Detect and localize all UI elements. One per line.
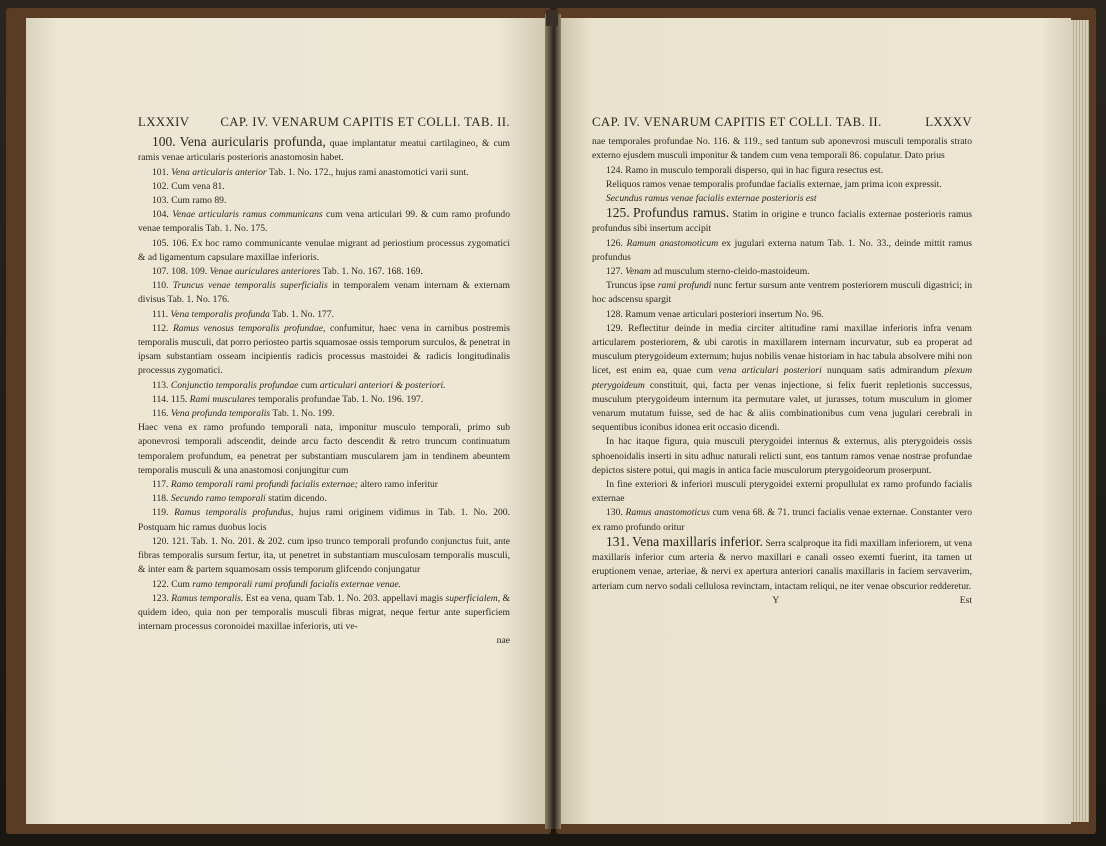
right-page [556,18,1071,824]
ribbon-marker [546,10,558,26]
entry-128: 128. Ramum venae articulari posteriori insertum No. 96. [606,308,824,320]
entry-131: 131. Vena maxillaris inferior. Serra scalproque ita fidi maxillam inferiorem, ut vena maxillaris inferior cum arteria & nervo maxillari e canali osseo exemti fuerint, ita tamen ut eruptionem venae, arteriae, & nervi ex apertura anteriori canalis maxillaris in faciem servaverim, arteriam cum nervo sodali cellulosa revinctam, intactam reliqui, ne iter venae obscurior redderetur. [592,533,972,592]
entry-110: 110. Truncus venae temporalis superficialis in temporalem venam internam & externam divisus Tab. 1. No. 176. [138,280,510,306]
entry-125: 125. Profundus ramus. Statim in origine e trunco facialis externae posterioris ramus profundus sibi insertum accipit [592,205,972,235]
entry-103: 103. Cum ramo 89. [152,195,227,207]
right-page-footer [592,594,972,608]
entry-114: 114. 115. Rami musculares temporalis profundae Tab. 1. No. 196. 197. [152,393,424,405]
in-fine-paragraph: In fine exteriori & inferiori musculi pterygoidei externi propullulat ex ramo profundo facialis externae [592,479,972,505]
left-page-text [138,115,510,649]
entry-102: 102. Cum vena 81. [152,180,225,192]
right-catchword: Est [959,594,972,606]
entry-127: 127. Venam ad musculum sterno-cleido-mastoideum. [606,266,810,278]
left-page-number: LXXXIV [138,115,190,129]
reliquos-paragraph: Reliquos ramos venae temporalis profundae facialis externae, jam prima icon expressit. [606,178,942,190]
left-running-title: CAP. IV. VENARUM CAPITIS ET COLLI. TAB. II. [220,115,510,129]
entry-124: 124. Ramo in musculo temporali disperso, qui in hac figura resectus est. [606,164,884,176]
book-gutter [545,14,561,829]
entry-100: 100. Vena auricularis profunda, quae implantatur meatui cartilagineo, & cum ramis venae articularis posterioris anastomosin habet. [138,134,510,164]
continuation-paragraph: nae temporales profundae No. 116. & 119., sed tantum sub aponevrosi musculi temporalis strato externo ejusdem musculi imponitur & tandem cum vena temporali 86. copulatur. Dato prius [592,136,972,162]
entry-116-body: Haec vena ex ramo profundo temporali nata, imponitur musculo temporali, primo sub aponevrosi temporali adscendit, deinde arcu facto descendit & retro truncum continuatum temporalem profundum, ea penetrat per substantiam muscularem jam in tendinem abeuntem temporalis musculi & una anastomosi conjungitur cum [138,422,510,476]
entry-113: 113. Conjunctio temporalis profundae cum articulari anteriori & posteriori. [152,379,446,391]
entry-129: 129. Reflectitur deinde in media circiter altitudine rami maxillae inferioris infra venam articularem posteriorem, & ubi carotis in maxillarem internam incurvatur, sub ea properat ad musculum pterygoideum externum; hujus nobilis venae historiam in hac tabula absolvere mihi non licet, est enim ea, quae cum vena articulari posteriori nunquam satis admirandum plexum pterygoideum constituit, qui, facta per venas injectione, si felix fuerit repletionis successus, musculum pterygoideum internum ita permutare valet, ut jurasses, totum musculum in glomer venarum mutatum fuisse, sed de hac & aliis combinationibus cum vena jugulari cerebrali in sequentibus iconibus idonea erit occasio dicendi. [592,322,973,434]
entry-118: 118. Secundo ramo temporali statim dicendo. [152,493,327,505]
entry-112: 112. Ramus venosus temporalis profundae, confumitur, haec vena in carnibus postremis temporalis musculi, dat porro periosteo partis squamosae ossis temporum surculos, & penetrat in ipsam substantiam osseam incipientis radicis processus mastoidei & radicis longitudinalis processus zygomatici. [138,322,510,377]
page-edges [1071,20,1089,822]
right-page-text [592,115,972,608]
left-page-footer [138,634,510,648]
entry-123: 123. Ramus temporalis. Est ea vena, quam Tab. 1. No. 203. appellavi magis superficialem, & quidem ideo, quia non per temporalis musculi fibras migrat, neque fertur ante superficiem internam processus coronoidei maxillae inferioris, uti ve- [138,592,511,633]
left-running-head [138,115,510,129]
right-running-head [592,115,972,129]
right-page-number: LXXXV [925,115,972,129]
truncus-paragraph: Truncus ipse rami profundi nunc fertur sursum ante ventrem posteriorem musculi digastrici; in hoc adscensu spargit [592,280,972,306]
entry-130: 130. Ramus anastomoticus cum vena 68. & 71. trunci facialis venae externae. Constanter vero ex ramo profundo oritur [592,507,972,533]
entry-107: 107. 108. 109. Venae auriculares anteriores Tab. 1. No. 167. 168. 169. [152,266,423,278]
entry-120: 120. 121. Tab. 1. No. 201. & 202. cum ipso trunco temporali profundo conjunctus fuit, ante fibras temporalis sursum fertur, ita, ut penetret in substantiam musculosam temporalis musculi, & inter eam & partem squamosam ossis temporum glifcendo conjungatur [138,535,510,576]
in-hac-paragraph: In hac itaque figura, quia musculi pterygoidei internus & externus, alis pterygoideis ossis sphoenoidalis inserti in situ adhuc naturali relicti sunt, eos tantum ramos venae nostrae profundae depictos sistere potui, qui magis in antica facie musculorum pterygoideorum proserpunt. [592,436,972,476]
signature-mark: Y [772,594,780,606]
entry-111: 111. Vena temporalis profunda Tab. 1. No. 177. [152,308,334,320]
left-catchword: nae [496,635,510,647]
entry-104: 104. Venae articularis ramus communicans cum vena articulari 99. & cum ramo profundo venae temporalis Tab. 1. No. 175. [138,209,510,235]
right-running-title: CAP. IV. VENARUM CAPITIS ET COLLI. TAB. II. [592,115,882,129]
entry-126: 126. Ramum anastomoticum ex jugulari externa natum Tab. 1. No. 33., deinde mittit ramus profundus [592,237,973,263]
entry-105: 105. 106. Ex hoc ramo communicante venulae migrant ad periostium processus zygomatici & ad ligamentum capsulare maxillae inferioris. [138,237,510,263]
entry-116: 116. Vena profunda temporalis Tab. 1. No. 199. [152,408,335,420]
entry-101: 101. Vena articularis anterior Tab. 1. No. 172., hujus rami anastomotici varii sunt. [152,166,469,178]
left-page [26,18,549,824]
entry-117: 117. Ramo temporali rami profundi facialis externae; altero ramo inferitur [152,479,438,491]
entry-122: 122. Cum ramo temporali rami profundi facialis externae venae. [152,578,402,590]
entry-119: 119. Ramus temporalis profundus, hujus rami originem vidimus in Tab. 1. No. 200. Postquam hic ramus duobus locis [138,507,510,533]
secundus-line: Secundus ramus venae facialis externae posterioris est [606,193,817,205]
